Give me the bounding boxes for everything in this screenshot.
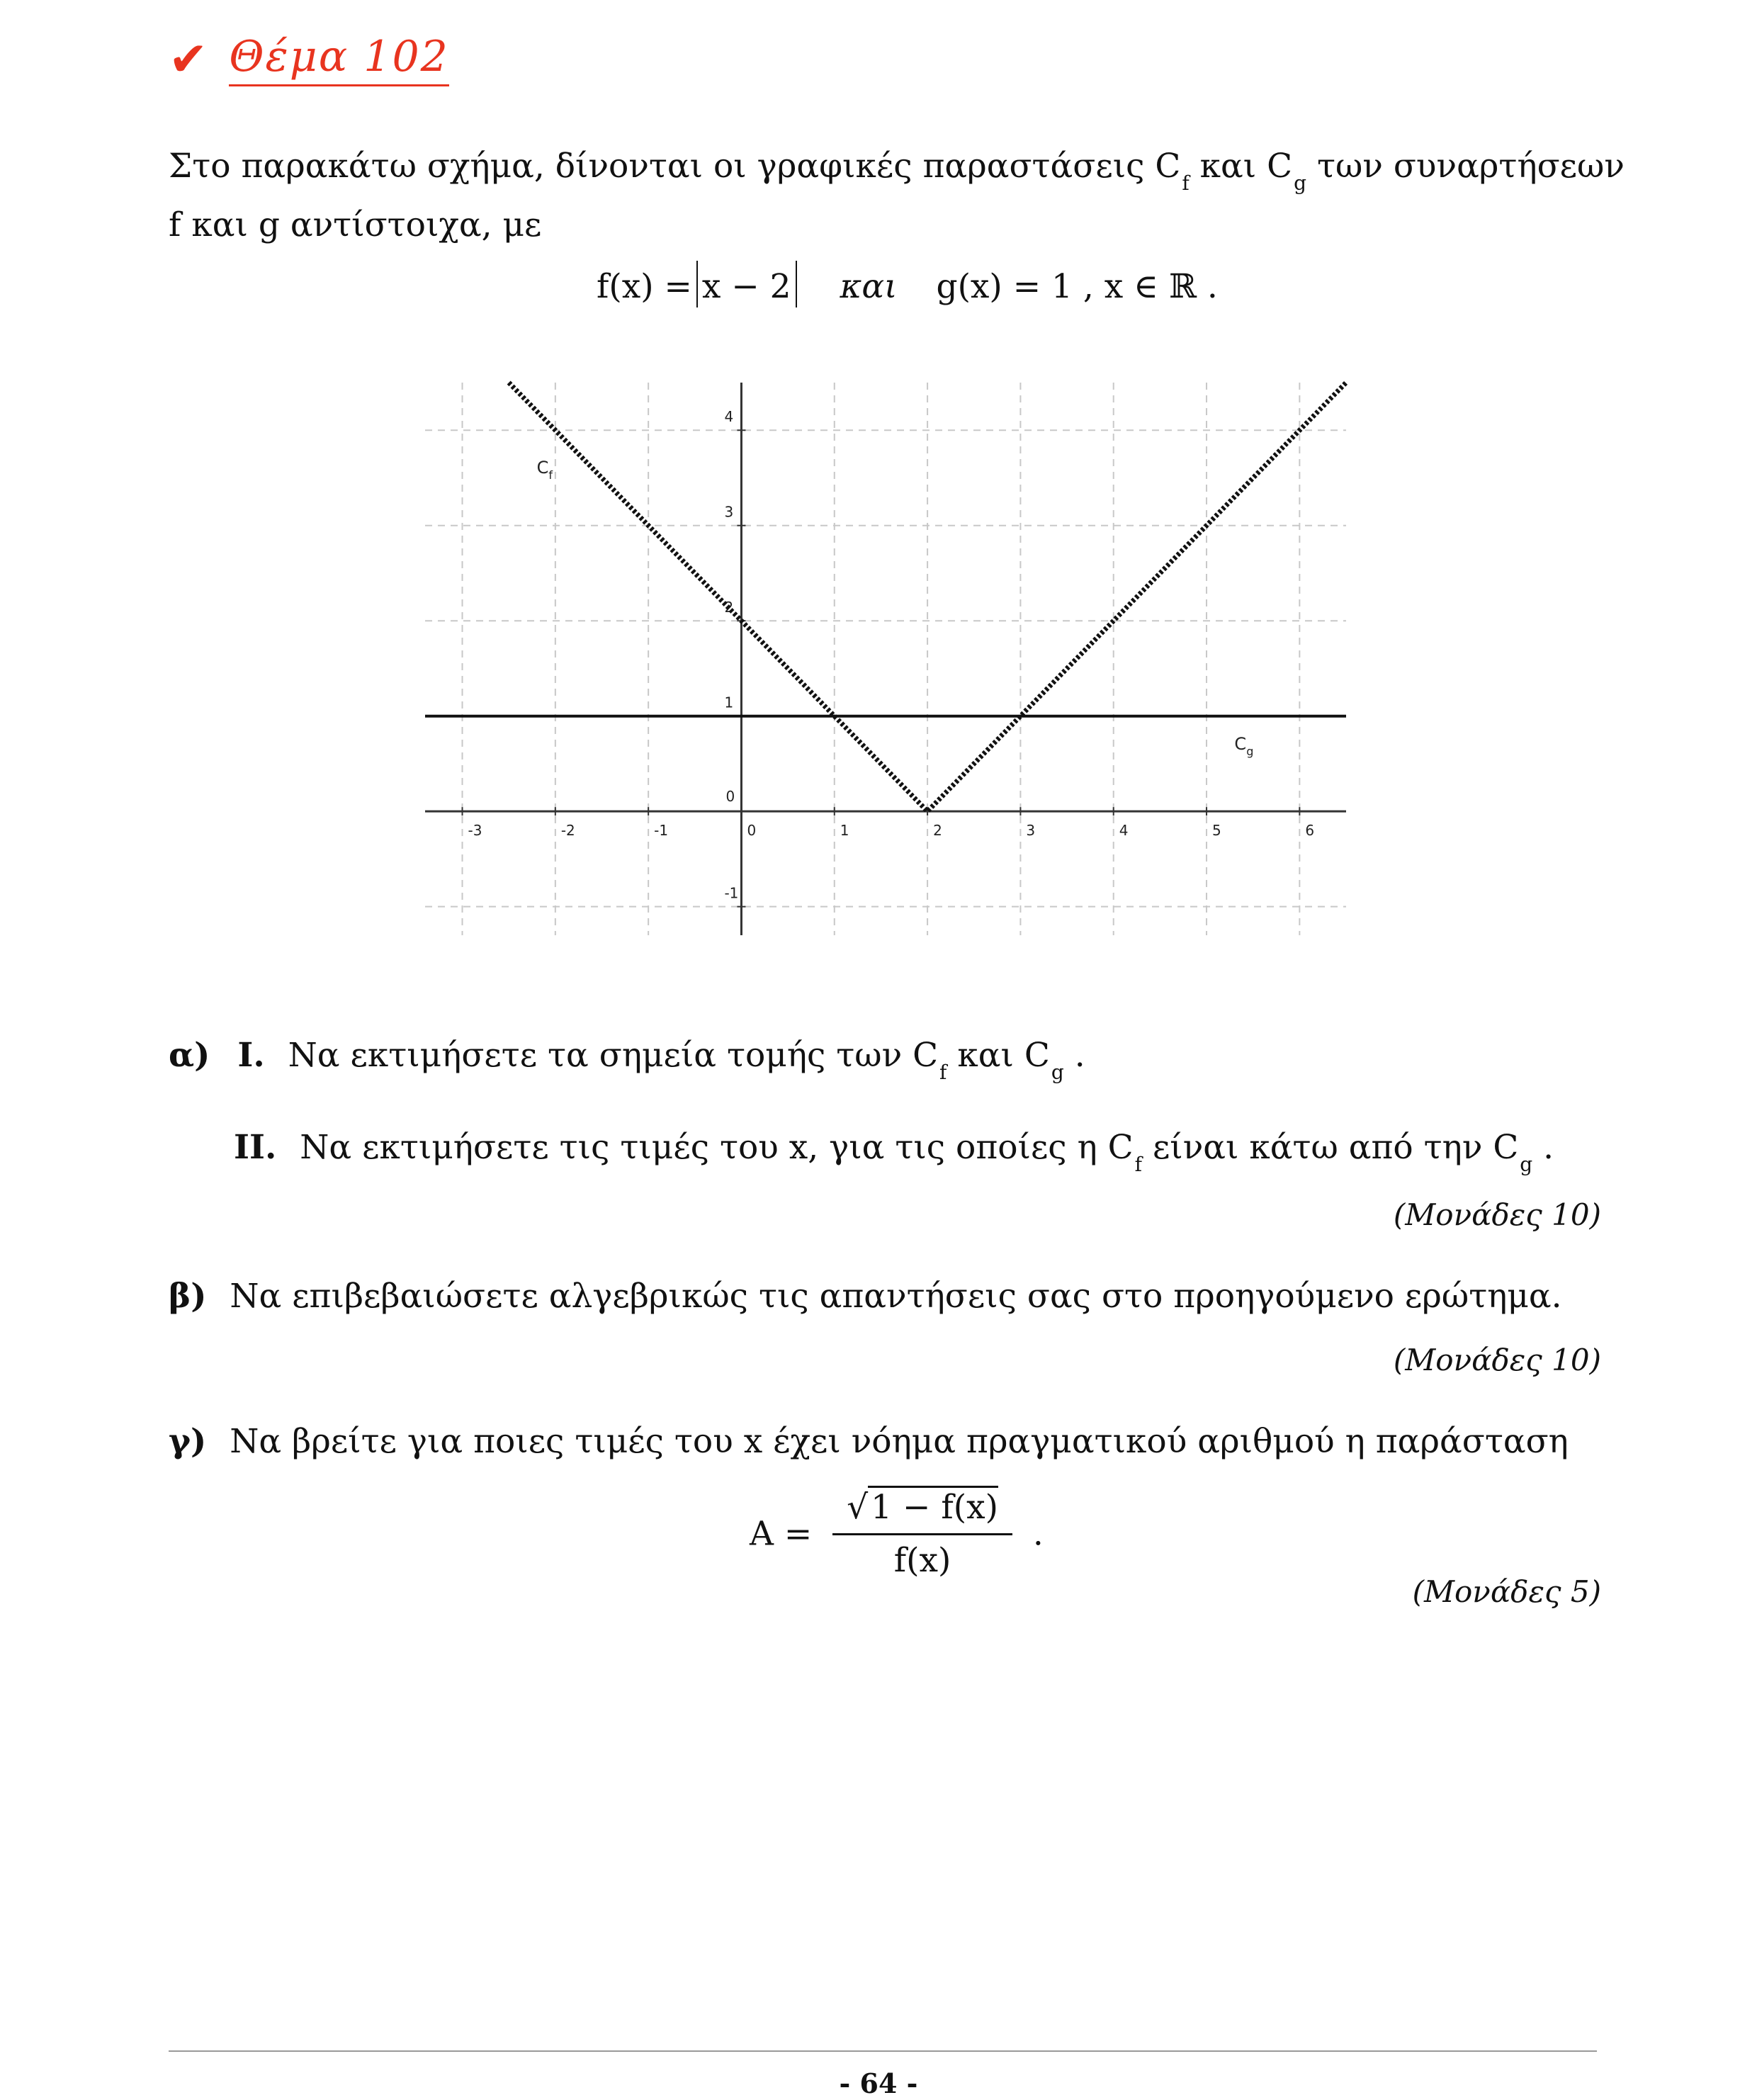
- sqrt-symbol: √: [847, 1488, 869, 1527]
- question-a-i-label: I.: [237, 1036, 265, 1075]
- series-label-sub: f: [548, 468, 553, 482]
- x-tick-label: 0: [747, 822, 757, 840]
- question-a-i-text-c: .: [1063, 1036, 1085, 1075]
- expression-dot: .: [1032, 1514, 1044, 1554]
- expression-fraction: [832, 1486, 1012, 1582]
- question-a-ii-text-b: είναι κάτω από την C: [1142, 1128, 1519, 1167]
- question-a-ii-sub2: g: [1520, 1153, 1533, 1176]
- x-tick-label: -3: [468, 822, 482, 840]
- series: [425, 383, 1346, 811]
- question-a-i-sub1: f: [939, 1061, 947, 1084]
- intro-text-a: Στο παρακάτω σχήμα, δίνονται οι γραφικές παραστάσεις C: [169, 147, 1181, 186]
- x-tick-label: -2: [560, 822, 575, 840]
- y-tick-label: 4: [724, 408, 734, 426]
- f-lhs: f(x) =: [597, 267, 692, 306]
- subscript-f: f: [1182, 171, 1190, 195]
- checkmark-icon: ✔: [169, 31, 208, 86]
- question-c-text: Να βρείτε για ποιες τιμές του x έχει νόημα πραγματικού αριθμού η παράσταση: [230, 1422, 1569, 1461]
- x-tick-label: 4: [1119, 822, 1129, 840]
- intro-line-1: [169, 145, 1625, 195]
- intro-text-c: των συναρτήσεων: [1306, 147, 1625, 186]
- question-a-ii-text-a: Να εκτιμήσετε τις τιμές του x, για τις οποίες η C: [300, 1128, 1134, 1167]
- series-label-sub: g: [1246, 744, 1254, 758]
- fraction-denominator: f(x): [893, 1541, 951, 1580]
- abs-bar-left: [696, 261, 698, 307]
- kai-word: και: [840, 267, 898, 306]
- question-b-text: Να επιβεβαιώσετε αλγεβρικώς τις απαντήσεις σας στο προηγούμενο ερώτημα.: [230, 1277, 1562, 1316]
- x-tick-label: 6: [1305, 822, 1315, 840]
- fraction-numerator: [832, 1486, 1012, 1535]
- x-tick-label: -1: [654, 822, 669, 840]
- tick-labels: [468, 408, 1315, 901]
- f-inner: x − 2: [701, 267, 791, 306]
- question-a-label: α): [169, 1036, 210, 1075]
- intro-line-2: f και g αντίστοιχα, με: [169, 205, 542, 244]
- page-number: - 64 -: [839, 2067, 918, 2099]
- question-a-ii-label: II.: [234, 1128, 277, 1167]
- abs-bar-right: [796, 261, 797, 307]
- x-tick-label: 2: [933, 822, 942, 840]
- x-tick-label: 5: [1212, 822, 1221, 840]
- series-labels: [537, 458, 1254, 758]
- question-a-i: [169, 1034, 1085, 1084]
- y-tick-label: 2: [724, 599, 734, 616]
- question-b-marks: (Μονάδες 10): [1393, 1343, 1601, 1377]
- question-a-ii-sub1: f: [1134, 1153, 1143, 1176]
- question-a-i-sub2: g: [1051, 1061, 1064, 1084]
- y-tick-label: 0: [725, 788, 735, 806]
- y-tick-label: 3: [724, 503, 734, 521]
- question-b: [169, 1275, 1562, 1318]
- topic-header: [169, 27, 449, 91]
- expression-lhs: A =: [750, 1514, 813, 1554]
- y-tick-label: 1: [724, 694, 734, 711]
- y-tick-label: -1: [724, 884, 739, 902]
- footer-divider: [169, 2050, 1597, 2052]
- topic-title: Θέμα 102: [229, 32, 449, 86]
- series-label-cg: $C_g$: [1234, 733, 1254, 758]
- question-a-i-text-b: και C: [947, 1036, 1050, 1075]
- question-c: [169, 1421, 1569, 1463]
- sqrt-radicand: 1 − f(x): [868, 1486, 998, 1527]
- x-tick-label: 1: [840, 822, 849, 840]
- subscript-g: g: [1294, 171, 1307, 195]
- question-c-marks: (Μονάδες 5): [1412, 1574, 1601, 1609]
- question-a-ii-text-c: .: [1532, 1128, 1554, 1167]
- function-graph: [418, 376, 1353, 942]
- question-a-ii: [234, 1127, 1554, 1176]
- function-definitions: [597, 261, 1218, 308]
- question-c-label: γ): [169, 1422, 207, 1461]
- x-tick-label: 3: [1026, 822, 1036, 840]
- intro-text-b: και C: [1189, 147, 1293, 186]
- axes: [425, 383, 1346, 935]
- question-a-i-text-a: Να εκτιμήσετε τα σημεία τομής των C: [288, 1036, 939, 1075]
- grid: [425, 383, 1346, 935]
- question-b-label: β): [169, 1277, 207, 1316]
- series-label-cf: $C_f$: [536, 457, 553, 482]
- expression-A: [750, 1486, 1044, 1582]
- question-a-marks: (Μονάδες 10): [1393, 1197, 1601, 1232]
- g-definition: g(x) = 1 , x ∈ ℝ .: [936, 267, 1218, 306]
